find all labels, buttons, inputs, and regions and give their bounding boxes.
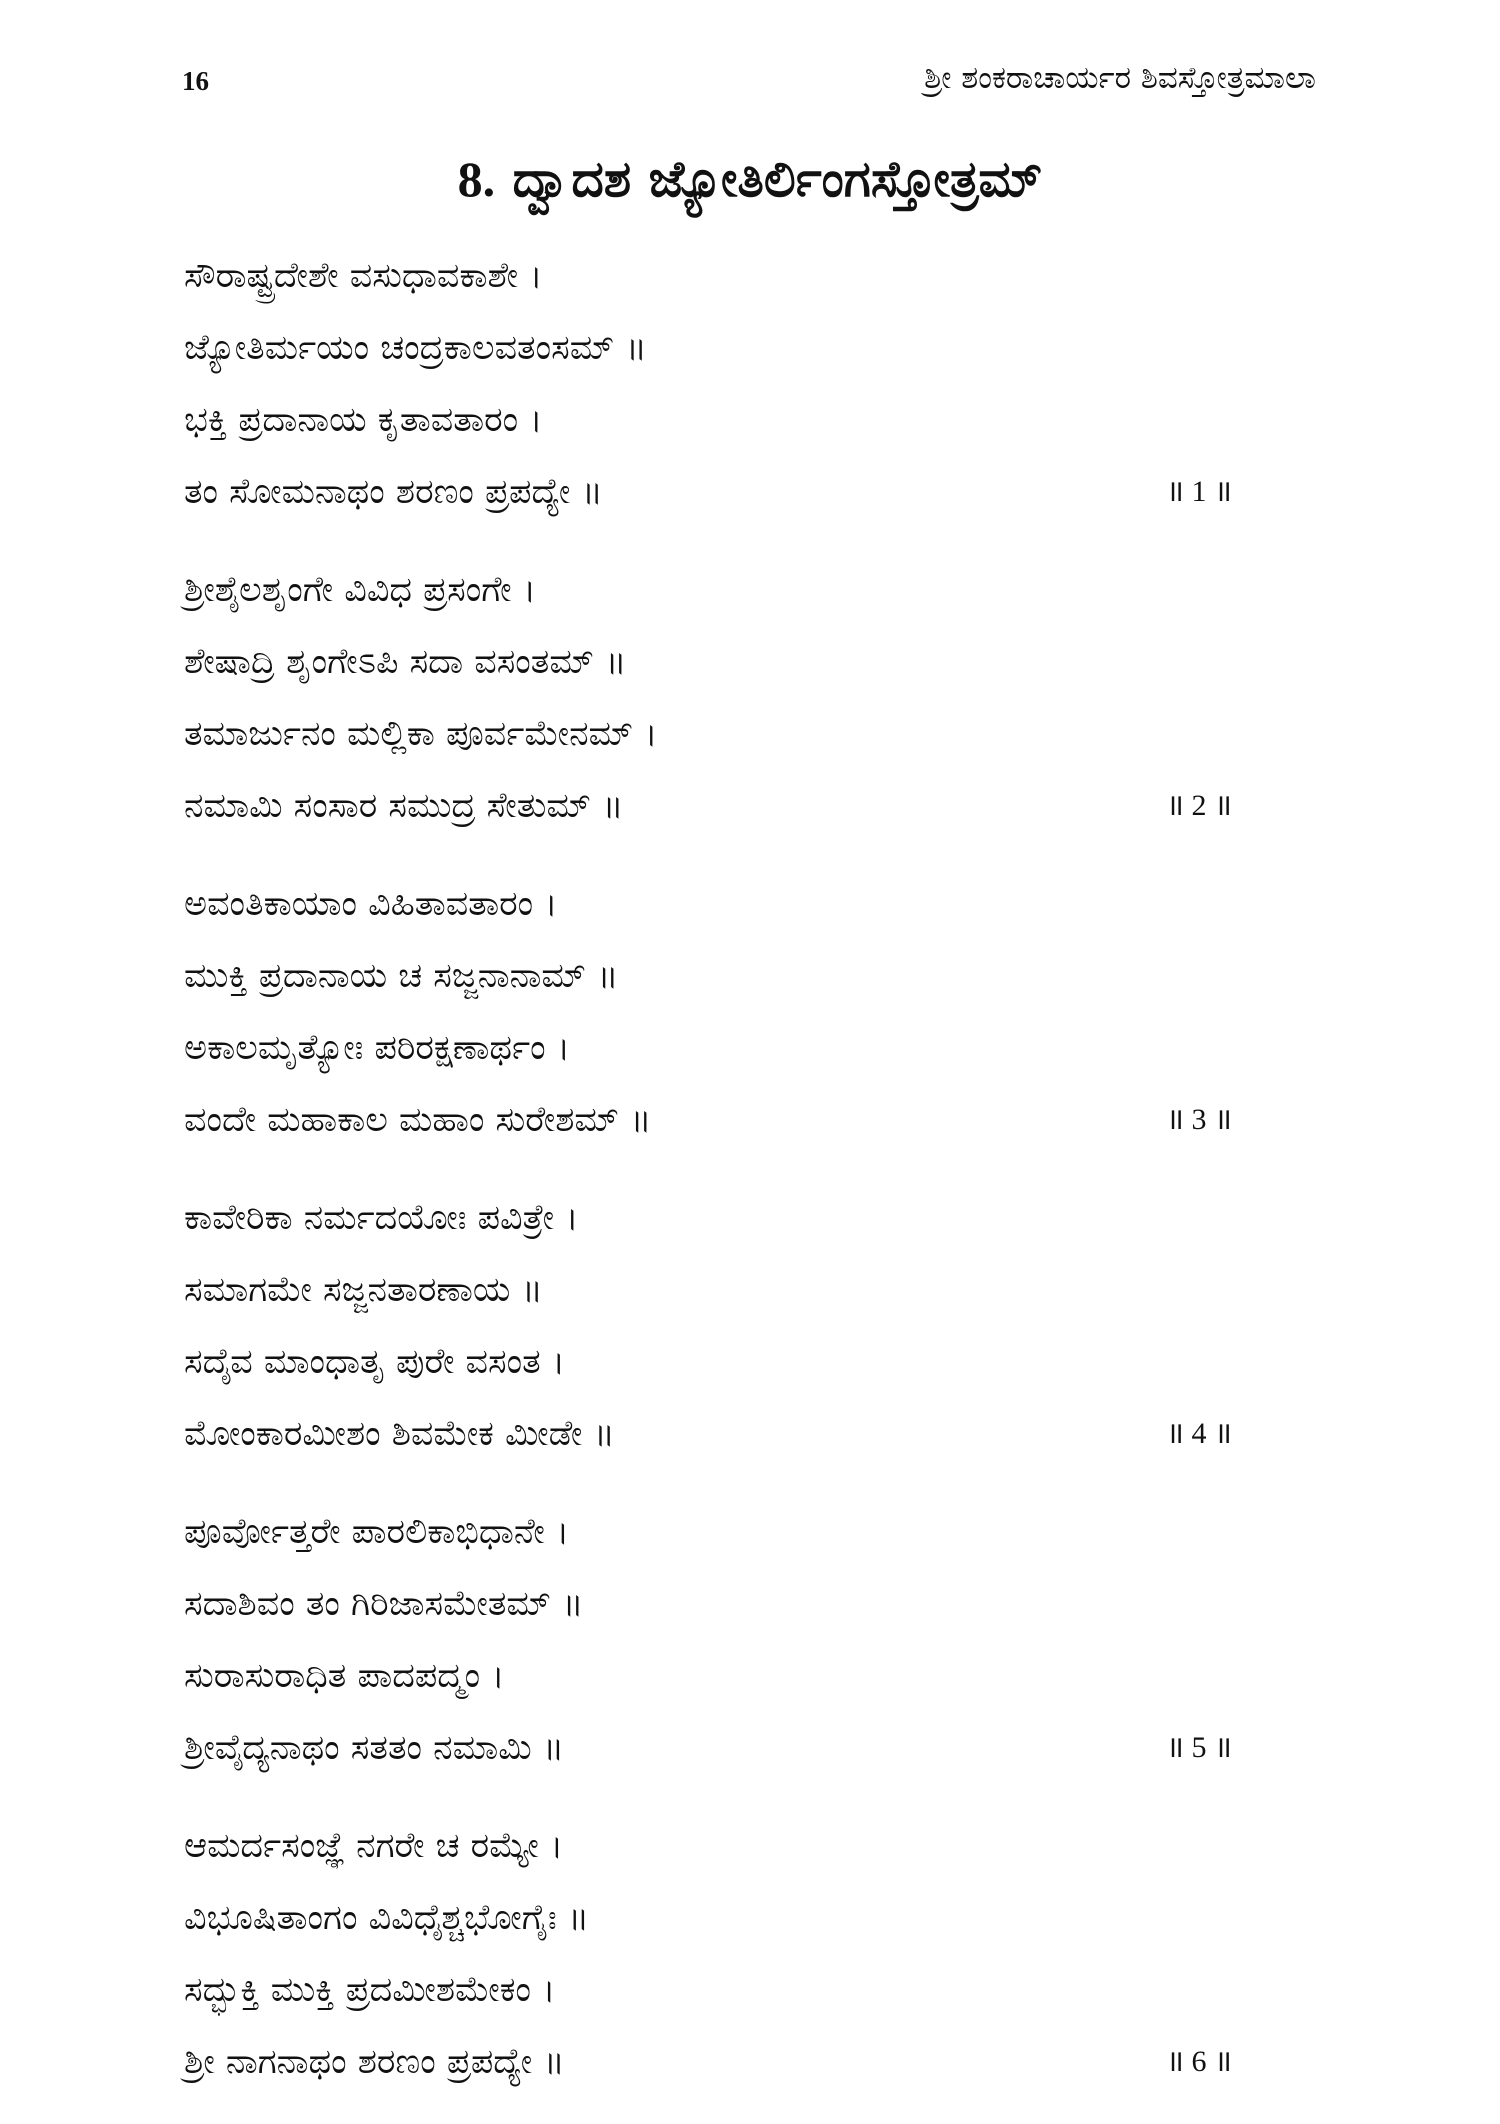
- verse-line: ಸದಾಶಿವಂ ತಂ ಗಿರಿಜಾಸಮೇತಮ್ ॥: [184, 1584, 584, 1624]
- verse-line: ನಮಾಮಿ ಸಂಸಾರ ಸಮುದ್ರ ಸೇತುಮ್ ॥: [184, 786, 624, 826]
- verse-line: ವಂದೇ ಮಹಾಕಾಲ ಮಹಾಂ ಸುರೇಶಮ್ ॥: [184, 1100, 652, 1140]
- verse-line: ಮುಕ್ತಿ ಪ್ರದಾನಾಯ ಚ ಸಜ್ಜನಾನಾಮ್ ॥: [184, 956, 619, 996]
- verse-number: ॥ 4 ॥: [1166, 1417, 1232, 1450]
- verse-number: ॥ 2 ॥: [1166, 789, 1232, 822]
- stanza-4: [184, 1182, 1284, 1470]
- verse-line: ಸಮಾಗಮೇ ಸಜ್ಜನತಾರಣಾಯ ॥: [184, 1270, 543, 1310]
- verse-line: ಜ್ಯೋತಿರ್ಮಯಂ ಚಂದ್ರಕಾಲವತಂಸಮ್ ॥: [184, 328, 647, 368]
- verse-list: [184, 240, 1284, 2124]
- verse-line: ಶ್ರೀ ನಾಗನಾಥಂ ಶರಣಂ ಪ್ರಪದ್ಯೇ ॥: [184, 2042, 565, 2082]
- verse-line: ಪೂರ್ವೋತ್ತರೇ ಪಾರಲಿಕಾಭಿಧಾನೇ ।: [184, 1512, 570, 1552]
- verse-line: ಸದೈವ ಮಾಂಧಾತೃ ಪುರೇ ವಸಂತ ।: [184, 1342, 566, 1382]
- stotra-title-number: 8.: [457, 151, 496, 207]
- stanza-2: [184, 554, 1284, 842]
- verse-line: ಮೋಂಕಾರಮೀಶಂ ಶಿವಮೇಕ ಮೀಡೇ ॥: [184, 1414, 615, 1454]
- verse-line: ಸೌರಾಷ್ಟ್ರದೇಶೇ ವಸುಧಾವಕಾಶೇ ।: [184, 256, 543, 296]
- verse-line: ಅವಂತಿಕಾಯಾಂ ವಿಹಿತಾವತಾರಂ ।: [184, 884, 558, 924]
- stotra-title-text: ದ್ವಾದಶ ಜ್ಯೋತಿರ್ಲಿಂಗಸ್ತೋತ್ರಮ್: [512, 150, 1043, 208]
- verse-number: ॥ 1 ॥: [1166, 475, 1232, 508]
- verse-line: ಶ್ರೀಶೈಲಶೃಂಗೇ ವಿವಿಧ ಪ್ರಸಂಗೇ ।: [184, 570, 537, 610]
- verse-number: ॥ 6 ॥: [1166, 2045, 1232, 2078]
- page-number: 16: [182, 66, 209, 96]
- verse-line: ಶ್ರೀವೈದ್ಯನಾಥಂ ಸತತಂ ನಮಾಮಿ ॥: [184, 1728, 565, 1768]
- verse-line: ವಿಭೂಷಿತಾಂಗಂ ವಿವಿಧೈಶ್ಚಭೋಗೈಃ ॥: [184, 1898, 590, 1938]
- verse-line: ಕಾವೇರಿಕಾ ನರ್ಮದಯೋಃ ಪವಿತ್ರೇ ।: [184, 1198, 579, 1238]
- running-header: ಶ್ರೀ ಶಂಕರಾಚಾರ್ಯರ ಶಿವಸ್ತೋತ್ರಮಾಲಾ: [924, 60, 1316, 96]
- verse-line: ತಂ ಸೋಮನಾಥಂ ಶರಣಂ ಪ್ರಪದ್ಯೇ ॥: [184, 472, 603, 512]
- verse-line: ಸದ್ಭುಕ್ತಿ ಮುಕ್ತಿ ಪ್ರದಮೀಶಮೇಕಂ ।: [184, 1970, 556, 2010]
- verse-number: ॥ 5 ॥: [1166, 1731, 1232, 1764]
- verse-line: ತಮಾರ್ಜುನಂ ಮಲ್ಲಿಕಾ ಪೂರ್ವಮೇನಮ್ ।: [184, 714, 658, 754]
- stanza-5: [184, 1496, 1284, 1784]
- verse-line: ಭಕ್ತಿ ಪ್ರದಾನಾಯ ಕೃತಾವತಾರಂ ।: [184, 400, 543, 440]
- verse-number: ॥ 3 ॥: [1166, 1103, 1232, 1136]
- stotra-title: [0, 150, 1500, 209]
- verse-line: ಆಮರ್ದಸಂಜ್ಞೆ ನಗರೇ ಚ ರಮ್ಯೇ ।: [184, 1826, 564, 1866]
- verse-line: ಅಕಾಲಮೃತ್ಯೋಃ ಪರಿರಕ್ಷಣಾರ್ಥಂ ।: [184, 1028, 571, 1068]
- verse-line: ಶೇಷಾದ್ರಿ ಶೃಂಗೇಽಪಿ ಸದಾ ವಸಂತಮ್ ॥: [184, 642, 627, 682]
- stanza-1: [184, 240, 1284, 528]
- stanza-3: [184, 868, 1284, 1156]
- verse-line: ಸುರಾಸುರಾಧಿತ ಪಾದಪದ್ಮಂ ।: [184, 1656, 505, 1696]
- stanza-6: [184, 1810, 1284, 2098]
